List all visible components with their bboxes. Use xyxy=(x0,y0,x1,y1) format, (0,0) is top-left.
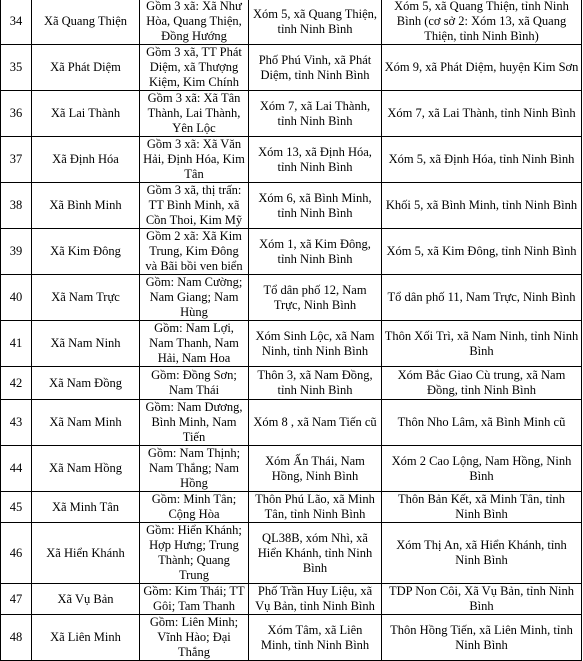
table-row xyxy=(1,0,582,45)
table-row xyxy=(1,523,582,584)
cell-merged-units: Gồm: Nam Thịnh; Nam Thắng; Nam Hồng xyxy=(140,446,249,492)
cell-office-new: Xóm 2 Cao Lộng, Nam Hồng, Ninh Bình xyxy=(382,446,582,492)
table-row xyxy=(1,492,582,523)
cell-office-old: Xóm 7, xã Lai Thành, tỉnh Ninh Bình xyxy=(249,91,382,137)
cell-office-new: TDP Non Côi, Xã Vụ Bản, tỉnh Ninh Bình xyxy=(382,584,582,615)
cell-commune-name: Xã Nam Hồng xyxy=(32,446,140,492)
cell-merged-units: Gồm 3 xã, TT Phát Diệm, xã Thượng Kiệm, Kim Chính xyxy=(140,45,249,91)
cell-merged-units: Gồm 3 xã: Xã Như Hòa, Quang Thiện, Đồng Hướng xyxy=(140,0,249,45)
table-body xyxy=(1,0,582,661)
cell-office-old: Tổ dân phố 12, Nam Trực, Ninh Bình xyxy=(249,275,382,321)
cell-merged-units: Gồm: Kim Thái; TT Gôi; Tam Thanh xyxy=(140,584,249,615)
cell-stt: 46 xyxy=(1,523,32,584)
cell-stt: 42 xyxy=(1,367,32,400)
cell-merged-units: Gồm: Đồng Sơn; Nam Thái xyxy=(140,367,249,400)
cell-office-new: Xóm Bắc Giao Cù trung, xã Nam Đồng, tỉnh Ninh Bình xyxy=(382,367,582,400)
cell-office-old: Phố Phú Vinh, xã Phát Diệm, tỉnh Ninh Bình xyxy=(249,45,382,91)
cell-stt: 43 xyxy=(1,400,32,446)
cell-office-new: Thôn Nho Lâm, xã Bình Minh cũ xyxy=(382,400,582,446)
cell-office-old: QL38B, xóm Nhì, xã Hiển Khánh, tỉnh Ninh Bình xyxy=(249,523,382,584)
cell-stt: 41 xyxy=(1,321,32,367)
cell-office-new: Xóm 5, xã Kim Đông, tỉnh Ninh Bình xyxy=(382,229,582,275)
table-row xyxy=(1,321,582,367)
cell-office-new: Thôn Hồng Tiến, xã Liên Minh, tỉnh Ninh Bình xyxy=(382,615,582,661)
cell-commune-name: Xã Quang Thiện xyxy=(32,0,140,45)
cell-commune-name: Xã Vụ Bản xyxy=(32,584,140,615)
cell-merged-units: Gồm 3 xã: Xã Văn Hải, Định Hóa, Kim Tân xyxy=(140,137,249,183)
cell-commune-name: Xã Kim Đông xyxy=(32,229,140,275)
cell-commune-name: Xã Lai Thành xyxy=(32,91,140,137)
cell-merged-units: Gồm: Nam Lợi, Nam Thanh, Nam Hải, Nam Hoa xyxy=(140,321,249,367)
cell-office-new: Xóm Thị An, xã Hiển Khánh, tỉnh Ninh Bình xyxy=(382,523,582,584)
cell-office-new: Xóm 9, xã Phát Diệm, huyện Kim Sơn xyxy=(382,45,582,91)
cell-office-new: Xóm 7, xã Lai Thành, tỉnh Ninh Bình xyxy=(382,91,582,137)
cell-stt: 44 xyxy=(1,446,32,492)
cell-merged-units: Gồm 3 xã: Xã Tân Thành, Lai Thành, Yên Lộc xyxy=(140,91,249,137)
cell-commune-name: Xã Nam Trực xyxy=(32,275,140,321)
table-row xyxy=(1,615,582,661)
table-row xyxy=(1,446,582,492)
cell-office-new: Khối 5, xã Bình Minh, tỉnh Ninh Bình xyxy=(382,183,582,229)
table-row xyxy=(1,137,582,183)
table-row xyxy=(1,275,582,321)
table-row xyxy=(1,45,582,91)
cell-stt: 37 xyxy=(1,137,32,183)
cell-stt: 39 xyxy=(1,229,32,275)
cell-office-new: Xóm 5, xã Định Hóa, tỉnh Ninh Bình xyxy=(382,137,582,183)
cell-stt: 48 xyxy=(1,615,32,661)
cell-commune-name: Xã Minh Tân xyxy=(32,492,140,523)
cell-office-old: Xóm Ấn Thái, Nam Hồng, Ninh Bình xyxy=(249,446,382,492)
cell-commune-name: Xã Nam Ninh xyxy=(32,321,140,367)
cell-office-old: Xóm 13, xã Định Hóa, tỉnh Ninh Bình xyxy=(249,137,382,183)
table-row xyxy=(1,400,582,446)
cell-merged-units: Gồm: Nam Dương, Bình Minh, Nam Tiến xyxy=(140,400,249,446)
cell-stt: 35 xyxy=(1,45,32,91)
cell-office-old: Phố Trần Huy Liệu, xã Vụ Bản, tỉnh Ninh Bình xyxy=(249,584,382,615)
cell-merged-units: Gồm 3 xã, thị trấn: TT Bình Minh, xã Cồn Thoi, Kim Mỹ xyxy=(140,183,249,229)
cell-merged-units: Gồm: Hiển Khánh; Hợp Hưng; Trung Thành; Quang Trung xyxy=(140,523,249,584)
cell-office-new: Thôn Bản Kết, xã Minh Tân, tỉnh Ninh Bình xyxy=(382,492,582,523)
table-row xyxy=(1,584,582,615)
cell-commune-name: Xã Định Hóa xyxy=(32,137,140,183)
cell-stt: 38 xyxy=(1,183,32,229)
table-row xyxy=(1,229,582,275)
cell-office-old: Xóm Tâm, xã Liên Minh, tỉnh Ninh Bình xyxy=(249,615,382,661)
cell-office-old: Xóm 5, xã Quang Thiện, tỉnh Ninh Bình xyxy=(249,0,382,45)
cell-office-old: Thôn Phú Lão, xã Minh Tân, tỉnh Ninh Bình xyxy=(249,492,382,523)
cell-office-old: Thôn 3, xã Nam Đồng, tỉnh Ninh Bình xyxy=(249,367,382,400)
cell-commune-name: Xã Liên Minh xyxy=(32,615,140,661)
cell-merged-units: Gồm: Minh Tân; Cộng Hòa xyxy=(140,492,249,523)
cell-office-new: Thôn Xối Trì, xã Nam Ninh, tỉnh Ninh Bình xyxy=(382,321,582,367)
cell-commune-name: Xã Nam Đồng xyxy=(32,367,140,400)
cell-stt: 34 xyxy=(1,0,32,45)
cell-office-old: Xóm 6, xã Bình Minh, tỉnh Ninh Bình xyxy=(249,183,382,229)
table-row xyxy=(1,183,582,229)
cell-office-new: Tổ dân phố 11, Nam Trực, Ninh Bình xyxy=(382,275,582,321)
cell-merged-units: Gồm 2 xã: Xã Kim Trung, Kim Đông và Bãi bồi ven biển xyxy=(140,229,249,275)
cell-stt: 47 xyxy=(1,584,32,615)
cell-commune-name: Xã Bình Minh xyxy=(32,183,140,229)
cell-office-old: Xóm 1, xã Kim Đông, tỉnh Ninh Bình xyxy=(249,229,382,275)
cell-stt: 36 xyxy=(1,91,32,137)
cell-office-new: Xóm 5, xã Quang Thiện, tỉnh Ninh Bình (cơ sở 2: Xóm 13, xã Quang Thiện, tỉnh Ninh Bình) xyxy=(382,0,582,45)
cell-commune-name: Xã Nam Minh xyxy=(32,400,140,446)
cell-office-old: Xóm Sinh Lộc, xã Nam Ninh, tỉnh Ninh Bình xyxy=(249,321,382,367)
cell-commune-name: Xã Hiển Khánh xyxy=(32,523,140,584)
cell-stt: 40 xyxy=(1,275,32,321)
cell-merged-units: Gồm: Nam Cường; Nam Giang; Nam Hùng xyxy=(140,275,249,321)
cell-office-old: Xóm 8 , xã Nam Tiến cũ xyxy=(249,400,382,446)
table-row xyxy=(1,91,582,137)
cell-merged-units: Gồm: Liên Minh; Vĩnh Hào; Đại Thắng xyxy=(140,615,249,661)
table-row xyxy=(1,367,582,400)
cell-commune-name: Xã Phát Diệm xyxy=(32,45,140,91)
cell-stt: 45 xyxy=(1,492,32,523)
